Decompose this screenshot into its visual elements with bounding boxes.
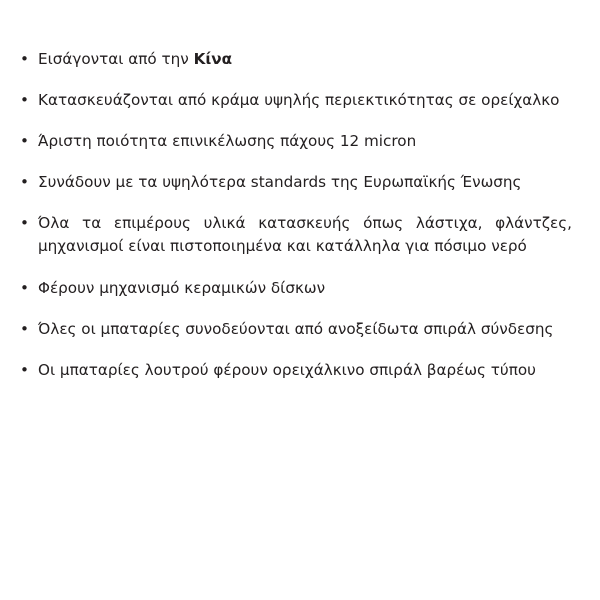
- list-item-text: Όλες οι μπαταρίες συνοδεύονται από ανοξείδωτα σπιράλ σύνδεσης: [38, 319, 554, 338]
- list-item: [16, 359, 572, 382]
- feature-bullet-list: [16, 48, 572, 382]
- bullet-icon: •: [20, 360, 29, 379]
- list-item-text: Φέρουν μηχανισμό κεραμικών δίσκων: [38, 278, 326, 297]
- list-item-text: Κατασκευάζονται από κράμα υψηλής περιεκτικότητας σε ορείχαλκο: [38, 91, 560, 110]
- list-item-text: [38, 48, 572, 71]
- list-item: [16, 48, 572, 71]
- list-item: [16, 318, 572, 341]
- bullet-icon: •: [20, 278, 29, 297]
- list-item-text: Άριστη ποιότητα επινικέλωσης πάχους 12 micron: [38, 132, 417, 151]
- bullet-icon: •: [20, 132, 29, 151]
- bullet-icon: •: [20, 91, 29, 110]
- bullet-icon: •: [20, 50, 29, 68]
- list-item: [16, 130, 572, 153]
- bullet-icon: •: [20, 214, 29, 233]
- list-item-emphasis: Κίνα: [193, 50, 233, 68]
- list-item: [16, 277, 572, 300]
- list-item-text-main: Εισάγονται από την: [38, 50, 194, 68]
- list-item: [16, 89, 572, 112]
- list-item: [16, 212, 572, 258]
- list-item: [16, 171, 572, 194]
- bullet-icon: •: [20, 173, 29, 192]
- bullet-icon: •: [20, 319, 29, 338]
- list-item-text: Οι μπαταρίες λουτρού φέρουν ορειχάλκινο σπιράλ βαρέως τύπου: [38, 360, 536, 379]
- list-item-text: Συνάδουν με τα υψηλότερα standards της Ευρωπαϊκής Ένωσης: [38, 173, 522, 192]
- list-item-text: Όλα τα επιμέρους υλικά κατασκευής όπως λάστιχα, φλάντζες, μηχανισμοί είναι πιστοποιημένα και κατάλληλα για πόσιμο νερό: [38, 214, 572, 256]
